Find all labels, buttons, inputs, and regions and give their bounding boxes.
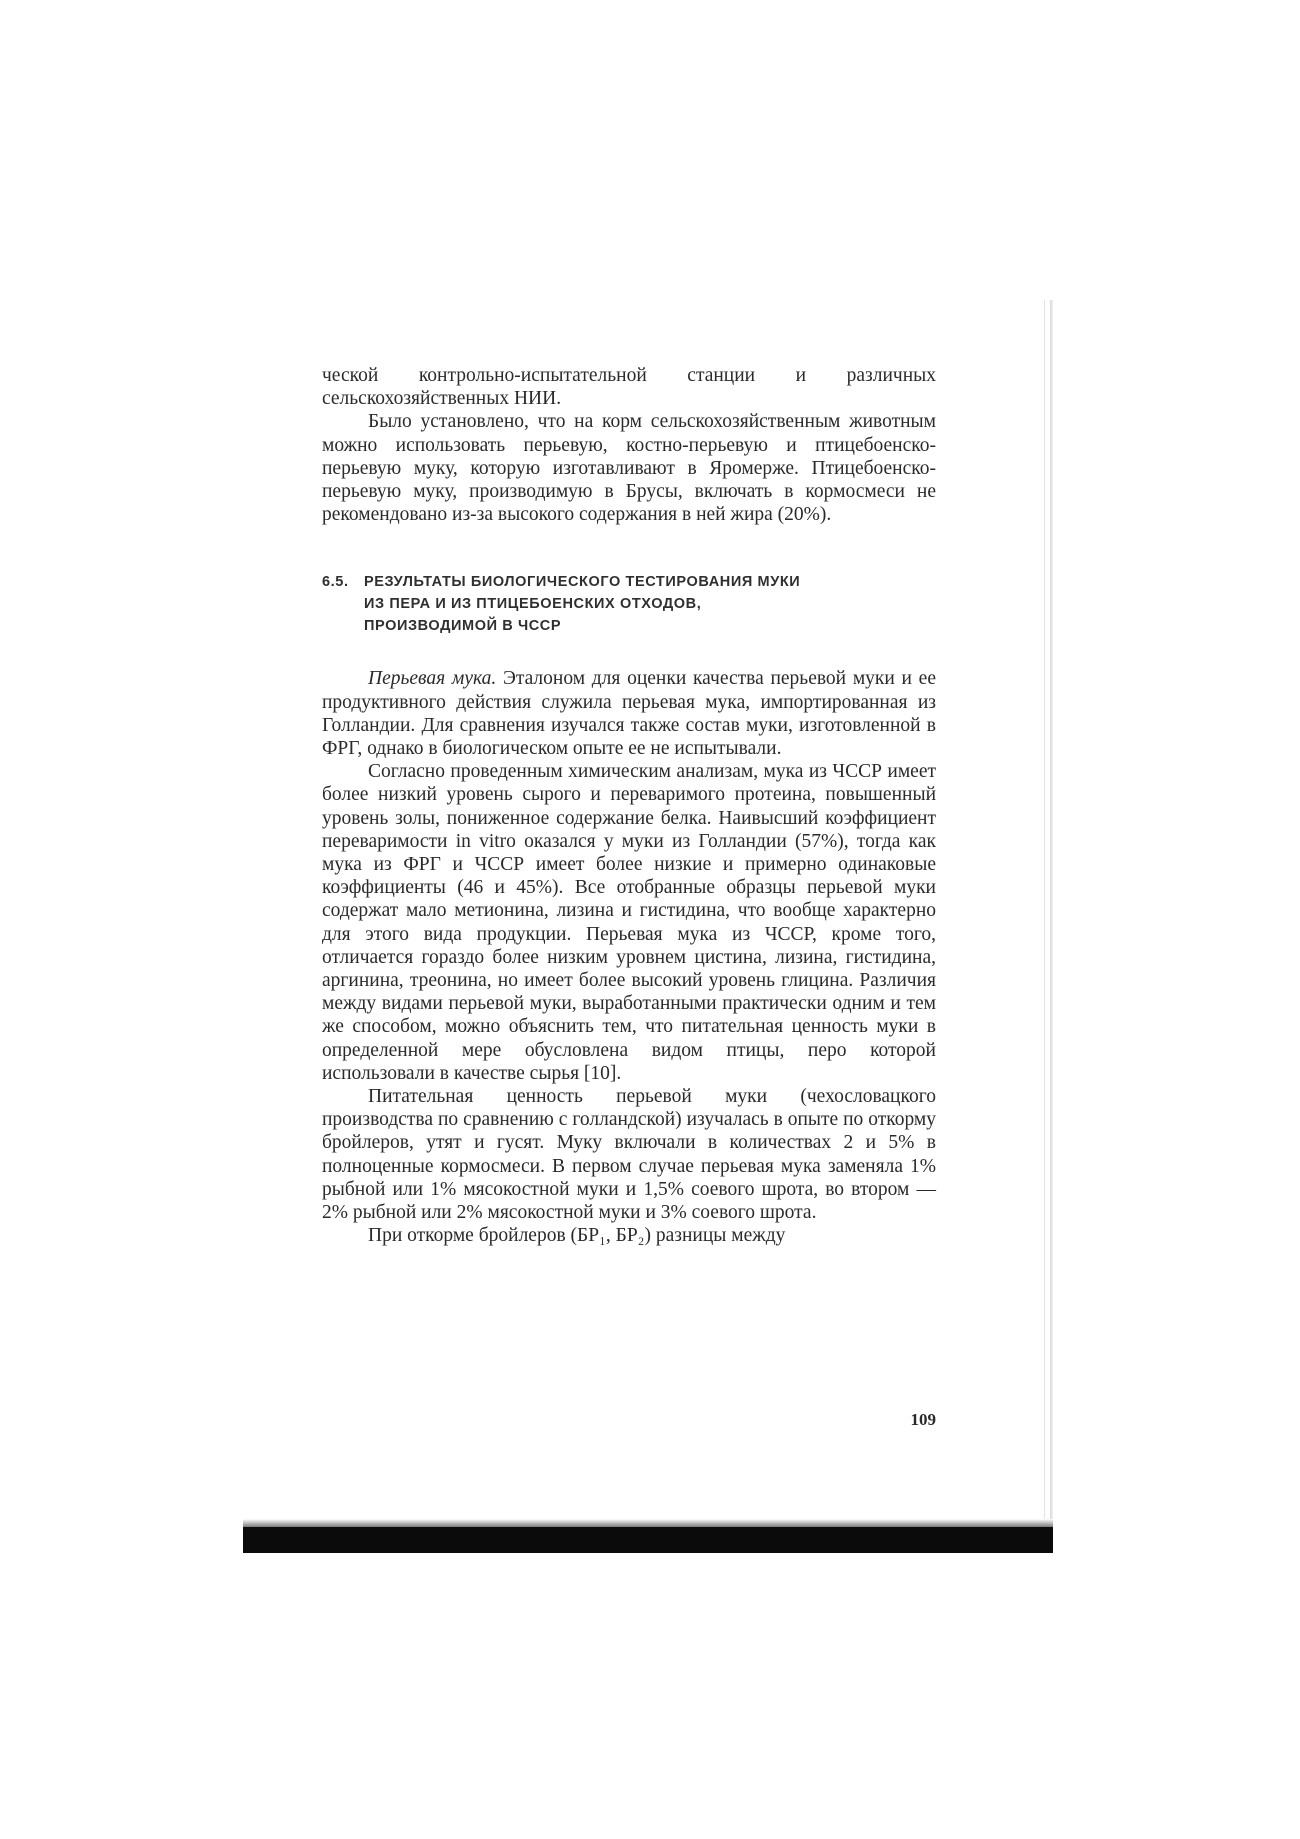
page-edge-shadow-inner xyxy=(1044,300,1045,1545)
section-heading xyxy=(322,571,936,637)
paragraph-broilers: При откорме бройлеров (БР₁, БР₂) разницы между xyxy=(368,1225,786,1247)
page-number: 109 xyxy=(910,1410,936,1429)
page-edge-shadow xyxy=(1050,300,1053,1545)
scan-edge-bar xyxy=(243,1527,1053,1553)
scan-edge-gradient xyxy=(243,1519,1053,1527)
paragraph-lead-italic: Перьевая мука. xyxy=(368,668,497,690)
paragraph-feather-meal-text: Эталоном для оценки качества перьевой муки и ее продуктивного действия служила перьевая мука, импортированная из Голландии. Для сравнения изучался также состав муки, изготовленной в ФРГ, однако в биологическом опыте ее не испытывали. xyxy=(322,668,936,760)
paragraph-chemical-analysis: Согласно проведенным химическим анализам, мука из ЧССР имеет более низкий уровень сырого и переваримого протеина, повышенный уровень золы, пониженное содержание белка. Наивысший коэффициент переваримости in vitro оказался у муки из Голландии (57%), тогда как мука из ФРГ и ЧССР имеет более низкие и примерно одинаковые коэффициенты (46 и 45%). Все отобранные образцы перьевой муки содержат мало метионина, лизина и гистидина, что вообще характерно для этого вида продукции. Перьевая мука из ЧССР, кроме того, отличается гораздо более низким уровнем цистина, лизина, гистидина, аргинина, треонина, но имеет более высокий уровень глицина. Различия между видами перьевой муки, выработанными практически одним и тем же способом, можно объяснить тем, что питательная ценность муки в определенной мере обусловлена видом птицы, перо которой использовали в качестве сырья [10]. xyxy=(322,761,936,1084)
section-title-line-3: ПРОИЗВОДИМОЙ В ЧССР xyxy=(364,618,562,635)
section-title-line-1: РЕЗУЛЬТАТЫ БИОЛОГИЧЕСКОГО ТЕСТИРОВАНИЯ МУКИ xyxy=(364,574,801,591)
page-text xyxy=(322,364,936,1248)
paragraph-continued: ческой контрольно-испытательной станции и различных сельскохозяйственных НИИ. xyxy=(322,365,936,410)
paragraph-feed-findings: Было установлено, что на корм сельскохозяйственным животным можно использовать перьевую, костно-перьевую и птицебоенско-перьевую муку, которую изготавливают в Яромерже. Птицебоенско-перьевую муку, производимую в Брусы, включать в кормосмеси не рекомендовано из-за высокого содержания в ней жира (20%). xyxy=(322,411,936,526)
paragraph-nutritional-value: Питательная ценность перьевой муки (чехословацкого производства по сравнению с голландской) изучалась в опыте по откорму бройлеров, утят и гусят. Муку включали в количествах 2 и 5% в полноценные кормосмеси. В первом случае перьевая мука заменяла 1% рыбной или 1% мясокостной муки и 1,5% соевого шрота, во втором — 2% рыбной или 2% мясокостной муки и 3% соевого шрота. xyxy=(322,1086,936,1224)
paragraph-feather-meal xyxy=(322,667,936,760)
section-number: 6.5. xyxy=(322,574,349,591)
section-title-line-2: ИЗ ПЕРА И ИЗ ПТИЦЕБОЕНСКИХ ОТХОДОВ, xyxy=(364,596,702,613)
